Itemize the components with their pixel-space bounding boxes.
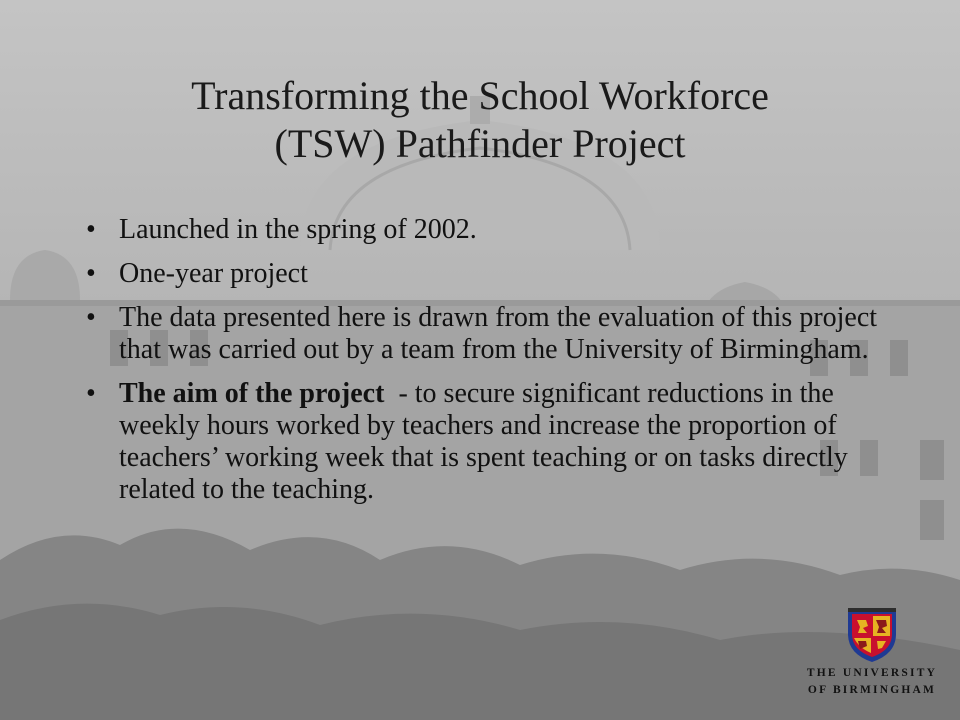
title-line-1: Transforming the School Workforce — [191, 73, 769, 118]
university-name-line-2: OF BIRMINGHAM — [807, 684, 937, 696]
slide-title — [80, 72, 880, 168]
bullet-item — [86, 302, 886, 366]
bullet-bold-lead: The aim of the project — [119, 378, 385, 409]
bullet-item — [86, 214, 886, 246]
university-logo — [800, 606, 944, 702]
bullet-symbol: • — [86, 378, 96, 409]
bullet-text: One-year project — [119, 258, 308, 289]
bullet-text: - to secure significant reductions in the weekly hours worked by teachers and increase the proportion of teachers’ working week that is spent teaching or on tasks directly related to the teaching. — [119, 378, 855, 505]
bullet-text: Launched in the spring of 2002. — [119, 214, 477, 245]
university-name-line-1: THE UNIVERSITY — [806, 667, 938, 679]
bullet-item — [86, 258, 886, 290]
bullet-symbol: • — [86, 214, 96, 245]
bullet-text: The data presented here is drawn from the evaluation of this project that was carried out by a team from the University of Birmingham. — [119, 302, 878, 365]
university-crest-icon — [844, 606, 900, 664]
bullet-symbol: • — [86, 302, 96, 333]
bullet-list — [86, 214, 886, 518]
title-line-2: (TSW) Pathfinder Project — [274, 121, 686, 166]
bullet-item — [86, 378, 886, 506]
bullet-symbol: • — [86, 258, 96, 289]
